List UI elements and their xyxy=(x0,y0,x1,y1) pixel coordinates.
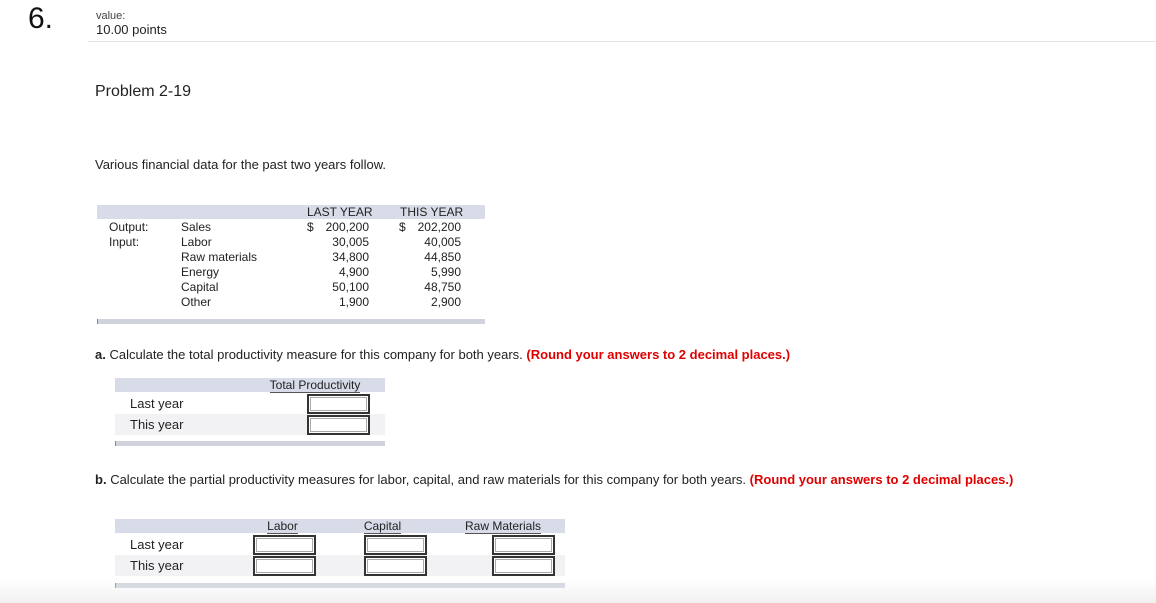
question-number: 6. xyxy=(28,2,54,35)
value: 200,200 xyxy=(325,220,369,234)
total-productivity-table xyxy=(115,378,385,449)
row-label-this-year: This year xyxy=(130,417,184,432)
column-header-text: Raw Materials xyxy=(464,519,542,533)
row-item-other: Other xyxy=(181,295,212,309)
col-header-labor xyxy=(250,519,315,533)
column-header-text: Total Productivity xyxy=(269,378,361,392)
column-header-text: Capital xyxy=(363,519,402,533)
currency-symbol: $ xyxy=(307,220,314,234)
part-a-text: Calculate the total productivity measure for this company for both years. xyxy=(109,347,523,362)
financial-data-table xyxy=(97,205,485,324)
row-item-raw-materials: Raw materials xyxy=(181,250,258,264)
row-label-last-year: Last year xyxy=(130,537,184,552)
col-header-total-productivity xyxy=(245,378,385,392)
part-a-question xyxy=(95,347,790,362)
problem-title: Problem 2-19 xyxy=(95,83,192,100)
row-item-capital: Capital xyxy=(181,280,219,294)
capital-this-year-input[interactable] xyxy=(364,556,427,576)
energy-this-year: 5,990 xyxy=(430,265,461,279)
raw-materials-last-year-input[interactable] xyxy=(492,535,555,555)
raw-materials-this-year: 44,850 xyxy=(424,250,461,264)
labor-last-year-input[interactable] xyxy=(253,535,316,555)
header-divider xyxy=(88,41,1156,42)
row-label-this-year: This year xyxy=(130,558,184,573)
sales-last-year xyxy=(307,220,369,235)
points-value: 10.00 points xyxy=(96,22,167,37)
capital-this-year: 48,750 xyxy=(424,280,461,294)
row-label-last-year: Last year xyxy=(130,396,184,411)
table-footer-bar xyxy=(97,319,485,324)
col-header-raw-materials xyxy=(453,519,553,533)
value: 202,200 xyxy=(417,220,461,234)
labor-this-year-input[interactable] xyxy=(253,556,316,576)
part-b-label: b. xyxy=(95,472,107,487)
bottom-fade xyxy=(0,580,1156,603)
total-productivity-this-year-input[interactable] xyxy=(307,415,370,435)
other-last-year: 1,900 xyxy=(338,295,369,309)
problem-intro: Various financial data for the past two years follow. xyxy=(95,157,386,172)
part-a-label: a. xyxy=(95,347,106,362)
table-footer-bar xyxy=(115,441,385,446)
capital-last-year-input[interactable] xyxy=(364,535,427,555)
raw-materials-this-year-input[interactable] xyxy=(492,556,555,576)
part-b-hint: (Round your answers to 2 decimal places.) xyxy=(749,472,1014,487)
value-label: value: xyxy=(96,10,126,22)
row-item-labor: Labor xyxy=(181,235,212,249)
total-productivity-last-year-input[interactable] xyxy=(307,394,370,414)
part-a-hint: (Round your answers to 2 decimal places.) xyxy=(526,347,791,362)
row-item-energy: Energy xyxy=(181,265,220,279)
labor-this-year: 40,005 xyxy=(424,235,461,249)
raw-materials-last-year: 34,800 xyxy=(332,250,369,264)
row-item-sales: Sales xyxy=(181,220,212,234)
other-this-year: 2,900 xyxy=(430,295,461,309)
energy-last-year: 4,900 xyxy=(338,265,369,279)
capital-last-year: 50,100 xyxy=(332,280,369,294)
input-label: Input: xyxy=(109,235,140,249)
labor-last-year: 30,005 xyxy=(332,235,369,249)
col-header-last-year: LAST YEAR xyxy=(307,205,373,219)
currency-symbol: $ xyxy=(399,220,406,234)
output-label: Output: xyxy=(109,220,149,234)
part-b-question xyxy=(95,472,1013,487)
col-header-this-year: THIS YEAR xyxy=(400,205,464,219)
col-header-capital xyxy=(350,519,415,533)
part-b-text: Calculate the partial productivity measures for labor, capital, and raw materials for this company for both years. xyxy=(110,472,747,487)
sales-this-year xyxy=(399,220,461,235)
column-header-text: Labor xyxy=(267,519,298,533)
